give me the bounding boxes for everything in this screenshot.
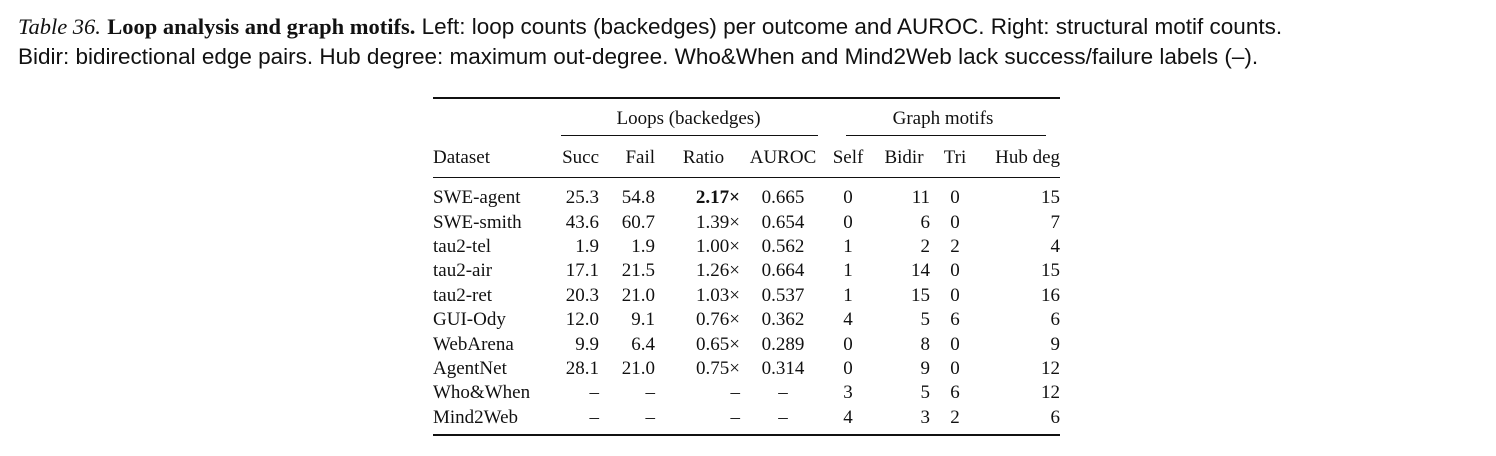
- cell-hub: 15: [1041, 260, 1060, 282]
- cell-ratio: 1.00×: [696, 235, 740, 257]
- cell-fail: 1.9: [631, 235, 655, 257]
- cell-hub: 12: [1041, 382, 1060, 404]
- cell-fail: 21.0: [621, 284, 655, 306]
- cell-dataset: Who&When: [433, 382, 531, 404]
- cell-hub: 7: [1050, 211, 1060, 233]
- cell-dataset: tau2-tel: [433, 235, 492, 257]
- table-row: [433, 284, 1060, 308]
- cell-dataset: SWE-smith: [433, 211, 522, 233]
- cell-tri: 0: [950, 187, 960, 209]
- cell-auroc: 0.537: [761, 284, 805, 306]
- group-header-blank: [433, 99, 551, 139]
- cell-auroc: 0.664: [761, 260, 805, 282]
- cell-ratio: 0.75×: [696, 357, 740, 379]
- cell-auroc: 0.562: [761, 235, 805, 257]
- cell-bidir: 3: [870, 406, 930, 435]
- cell-self: 0: [843, 211, 853, 233]
- cell-tri: 6: [950, 382, 960, 404]
- cell-succ: 43.6: [565, 211, 599, 233]
- table-row: [433, 235, 1060, 259]
- caption-line-2: Bidir: bidirectional edge pairs. Hub degree: maximum out-degree. Who&When and Mind2Web lack success/failure labels (–).: [18, 44, 1259, 69]
- cell-bidir: 11: [911, 187, 930, 209]
- cell-ratio: 1.03×: [696, 284, 740, 306]
- cell-self: 4: [826, 406, 870, 435]
- cell-succ: 12.0: [565, 309, 599, 331]
- cell-fail: 6.4: [631, 333, 655, 355]
- cell-fail: 54.8: [621, 187, 655, 209]
- cell-succ: 9.9: [575, 333, 599, 355]
- cell-succ: 1.9: [575, 235, 599, 257]
- cell-bidir: 15: [911, 284, 930, 306]
- col-header-hub: Hub deg: [980, 139, 1060, 178]
- cell-bidir: 2: [920, 235, 930, 257]
- cell-tri: 0: [950, 284, 960, 306]
- cell-ratio: –: [730, 382, 740, 404]
- cell-auroc: 0.665: [761, 187, 805, 209]
- table-row: [433, 332, 1060, 356]
- group-header-loops-rule: [561, 135, 818, 136]
- cell-tri: 0: [950, 211, 960, 233]
- group-header-motifs: [826, 99, 1060, 139]
- caption-text-1: Left: loop counts (backedges) per outcome and AUROC. Right: structural motif counts.: [421, 14, 1283, 39]
- group-header-motifs-label: Graph motifs: [892, 108, 994, 129]
- cell-bidir: 8: [920, 333, 930, 355]
- cell-bidir: 5: [920, 382, 930, 404]
- cell-auroc: 0.654: [761, 211, 805, 233]
- cell-hub: 12: [1041, 357, 1060, 379]
- group-header-motifs-rule: [846, 135, 1046, 136]
- table-row: [433, 357, 1060, 381]
- cell-hub: 6: [980, 406, 1060, 435]
- group-header-row: [433, 99, 1060, 139]
- cell-ratio: 1.26×: [696, 260, 740, 282]
- cell-succ: 17.1: [565, 260, 599, 282]
- results-table-container: [433, 97, 1060, 436]
- cell-dataset: WebArena: [433, 333, 514, 355]
- column-header-row: [433, 139, 1060, 178]
- cell-self: 1: [843, 284, 853, 306]
- cell-tri: 6: [950, 309, 960, 331]
- col-header-succ: Succ: [551, 139, 599, 178]
- cell-auroc: 0.314: [761, 357, 805, 379]
- col-header-ratio: Ratio: [655, 139, 740, 178]
- cell-auroc: 0.362: [761, 309, 805, 331]
- cell-dataset: Mind2Web: [433, 406, 551, 435]
- cell-hub: 16: [1041, 284, 1060, 306]
- cell-hub: 6: [1050, 309, 1060, 331]
- cell-dataset: SWE-agent: [433, 187, 521, 209]
- cell-bidir: 5: [920, 309, 930, 331]
- cell-fail: –: [645, 382, 655, 404]
- cell-dataset: GUI-Ody: [433, 309, 506, 331]
- cell-auroc: –: [740, 406, 826, 435]
- cell-tri: 0: [950, 260, 960, 282]
- cell-hub: 15: [1041, 187, 1060, 209]
- col-header-tri: Tri: [930, 139, 980, 178]
- col-header-dataset: Dataset: [433, 139, 551, 178]
- table-row: [433, 259, 1060, 283]
- cell-tri: 2: [930, 406, 980, 435]
- cell-succ: 28.1: [565, 357, 599, 379]
- cell-tri: 0: [950, 333, 960, 355]
- table-row: [433, 406, 1060, 435]
- cell-bidir: 9: [920, 357, 930, 379]
- cell-fail: 60.7: [621, 211, 655, 233]
- table-row: [433, 381, 1060, 405]
- cell-fail: 9.1: [631, 309, 655, 331]
- group-header-loops: [551, 99, 826, 139]
- cell-succ: 25.3: [565, 187, 599, 209]
- cell-fail: 21.5: [621, 260, 655, 282]
- table-row: [433, 308, 1060, 332]
- cell-self: 1: [843, 235, 853, 257]
- cell-dataset: tau2-ret: [433, 284, 493, 306]
- cell-hub: 4: [1050, 235, 1060, 257]
- cell-bidir: 6: [920, 211, 930, 233]
- results-table: [433, 97, 1060, 436]
- cell-self: 0: [843, 333, 853, 355]
- cell-tri: 0: [950, 357, 960, 379]
- cell-bidir: 14: [911, 260, 930, 282]
- cell-self: 0: [843, 357, 853, 379]
- cell-dataset: AgentNet: [433, 357, 507, 379]
- cell-self: 4: [843, 309, 853, 331]
- col-header-auroc: AUROC: [740, 139, 826, 178]
- cell-fail: 21.0: [621, 357, 655, 379]
- col-header-fail: Fail: [599, 139, 655, 178]
- caption-title: Loop analysis and graph motifs.: [107, 14, 416, 39]
- col-header-bidir: Bidir: [870, 139, 930, 178]
- cell-succ: 20.3: [565, 284, 599, 306]
- cell-tri: 2: [950, 235, 960, 257]
- caption-label: Table 36.: [18, 14, 101, 39]
- cell-auroc: –: [778, 382, 788, 404]
- cell-fail: –: [599, 406, 655, 435]
- cell-hub: 9: [1050, 333, 1060, 355]
- cell-auroc: 0.289: [761, 333, 805, 355]
- cell-self: 3: [843, 382, 853, 404]
- cell-self: 1: [843, 260, 853, 282]
- cell-succ: –: [551, 406, 599, 435]
- cell-ratio: 0.65×: [696, 333, 740, 355]
- cell-ratio: 0.76×: [696, 309, 740, 331]
- caption-line-1: [18, 12, 1488, 42]
- col-header-self: Self: [826, 139, 870, 178]
- table-caption: [18, 12, 1488, 72]
- cell-self: 0: [843, 187, 853, 209]
- cell-ratio: 2.17×: [695, 187, 740, 209]
- table-row: [433, 210, 1060, 234]
- group-header-loops-label: Loops (backedges): [616, 108, 761, 129]
- cell-ratio: 1.39×: [696, 211, 740, 233]
- cell-ratio: –: [655, 406, 740, 435]
- cell-succ: –: [589, 382, 599, 404]
- cell-dataset: tau2-air: [433, 260, 493, 282]
- table-row: [433, 178, 1060, 211]
